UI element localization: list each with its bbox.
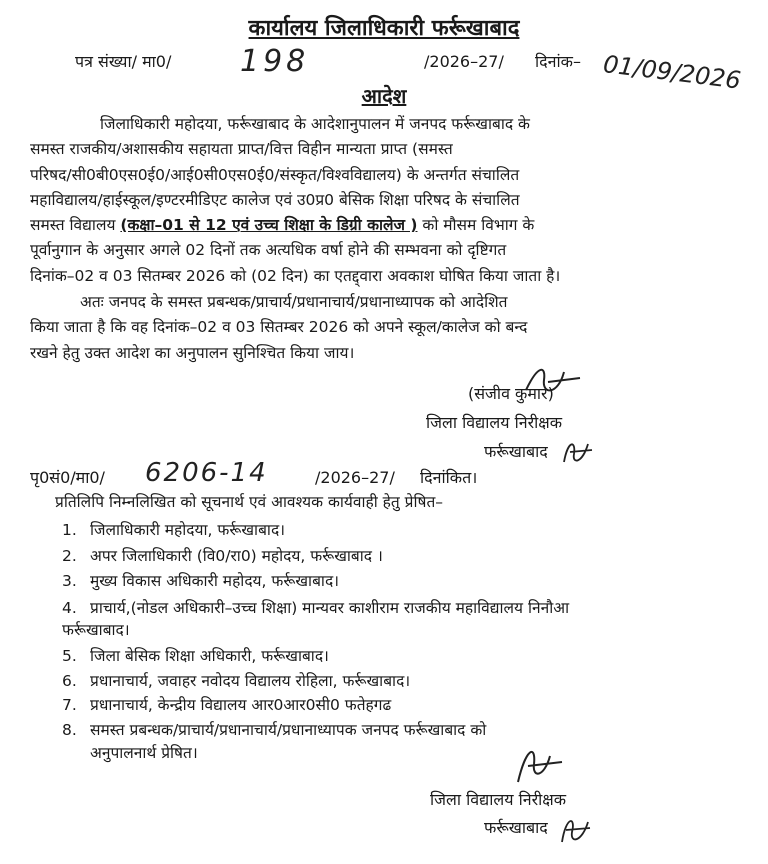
letter-number-prefix: पत्र संख्या/ मा0/	[75, 52, 172, 71]
copy-list-item	[62, 597, 569, 619]
endorsement-prefix: पृ0सं0/मा0/	[30, 468, 105, 487]
para2-line: अतः जनपद के समस्त प्रबन्धक/प्राचार्य/प्रधानाचार्य/प्रधानाध्यापक को आदेशित	[80, 293, 508, 311]
copy-list-item	[62, 570, 339, 592]
copy-list-item	[62, 545, 383, 567]
signature-scribble-2	[510, 742, 570, 790]
signatory-2-place: फर्रूखाबाद	[484, 818, 548, 837]
copy-list-item	[62, 719, 486, 741]
endorsement-intro: प्रतिलिपि निम्नलिखित को सूचनार्थ एवं आवश्यक कार्यवाही हेतु प्रेषित–	[55, 493, 444, 511]
copy-list-text: मुख्य विकास अधिकारी महोदय, फर्रूखाबाद।	[90, 572, 340, 590]
copy-list-item	[62, 645, 329, 667]
endorsement-number-handwritten: 6206-14	[145, 458, 268, 488]
copy-list-text: जिलाधिकारी महोदया, फर्रूखाबाद।	[90, 521, 286, 539]
copy-list-number: 2.	[62, 547, 77, 565]
letter-number-handwritten: 198	[240, 44, 310, 79]
copy-list-item	[62, 694, 391, 716]
para1-line: महाविद्यालय/हाईस्कूल/इण्टरमीडिएट कालेज एवं उ0प्र0 बेसिक शिक्षा परिषद के संचालित	[30, 190, 520, 209]
signatory-name: (संजीव कुमार)	[468, 384, 554, 403]
copy-list-number: 8.	[62, 721, 77, 739]
para1-line5-pre: समस्त विद्यालय	[30, 216, 116, 235]
initials-mark-1	[558, 436, 598, 468]
copy-list-text: अपर जिलाधिकारी (वि0/रा0) महोदय, फर्रूखाबाद ।	[90, 547, 383, 565]
copy-list-text: प्रधानाचार्य, जवाहर नवोदय विद्यालय रोहिला, फर्रूखाबाद।	[90, 672, 411, 690]
copy-list-number: 6.	[62, 672, 77, 690]
copy-list-item-continuation: अनुपालनार्थ प्रेषित।	[90, 744, 198, 762]
order-paragraph-2	[30, 290, 720, 366]
para1-line: समस्त राजकीय/अशासकीय सहायता प्राप्त/वित्त विहीन मान्यता प्राप्त (समस्त	[30, 140, 453, 159]
copy-list-item	[62, 670, 410, 692]
copy-list-number: 5.	[62, 647, 77, 665]
para1-line: जिलाधिकारी महोदया, फर्रूखाबाद के आदेशानुपालन में जनपद फर्रूखाबाद के	[100, 115, 530, 133]
copy-list-number: 7.	[62, 696, 77, 714]
endorsement-date-label: दिनांकित।	[420, 468, 478, 487]
initials-mark-2	[556, 812, 596, 848]
copy-list-number: 4.	[62, 599, 77, 617]
para1-line5-post: को मौसम विभाग के	[422, 216, 535, 235]
copy-list-text: समस्त प्रबन्धक/प्राचार्य/प्रधानाचार्य/प्रधानाध्यापक जनपद फर्रूखाबाद को	[90, 721, 487, 739]
office-heading: कार्यालय जिलाधिकारी फर्रूखाबाद	[248, 16, 520, 41]
para1-line: परिषद/सी0बी0एस0ई0/आई0सी0एस0ई0/संस्कृत/विश्वविद्यालय) के अन्तर्गत संचालित	[30, 165, 520, 184]
para2-line: किया जाता है कि वह दिनांक–02 व 03 सितम्बर 2026 को अपने स्कूल/कालेज को बन्द	[30, 318, 528, 337]
copy-list-item-continuation: फर्रूखाबाद।	[62, 621, 130, 639]
para1-line: पूर्वानुगान के अनुसार अगले 02 दिनों तक अत्यधिक वर्षा होने की सम्भवना को दृष्टिगत	[30, 241, 507, 260]
para2-line: रखने हेतु उक्त आदेश का अनुपालन सुनिश्चित किया जाय।	[30, 343, 355, 362]
signatory-2-designation: जिला विद्यालय निरीक्षक	[430, 790, 567, 809]
letter-date-label: दिनांक–	[535, 52, 581, 71]
endorsement-year: /2026–27/	[315, 468, 395, 487]
copy-list-text: प्राचार्य,(नोडल अधिकारी–उच्च शिक्षा) मान्यवर काशीराम राजकीय महाविद्यालय निनौआ	[90, 599, 570, 617]
letter-date-handwritten: 01/09/2026	[601, 50, 743, 95]
copy-list-text: जिला बेसिक शिक्षा अधिकारी, फर्रूखाबाद।	[90, 647, 329, 665]
copy-list-number: 1.	[62, 521, 77, 539]
order-title: आदेश	[361, 84, 407, 108]
copy-list-number: 3.	[62, 572, 77, 590]
order-paragraph-1	[30, 112, 720, 289]
letter-year: /2026–27/	[424, 52, 504, 71]
copy-list-item	[62, 519, 285, 541]
copy-list-text: प्रधानाचार्य, केन्द्रीय विद्यालय आर0आर0सी0 फतेहगढ	[90, 696, 392, 714]
signatory-designation: जिला विद्यालय निरीक्षक	[426, 413, 563, 432]
class-range-highlight: (कक्षा–01 से 12 एवं उच्च शिक्षा के डिग्री कालेज )	[120, 216, 418, 235]
para1-line	[30, 213, 720, 238]
para1-line: दिनांक–02 व 03 सितम्बर 2026 को (02 दिन) का एतद्द्वारा अवकाश घोषित किया जाता है।	[30, 266, 561, 285]
signatory-place: फर्रूखाबाद	[484, 442, 548, 461]
